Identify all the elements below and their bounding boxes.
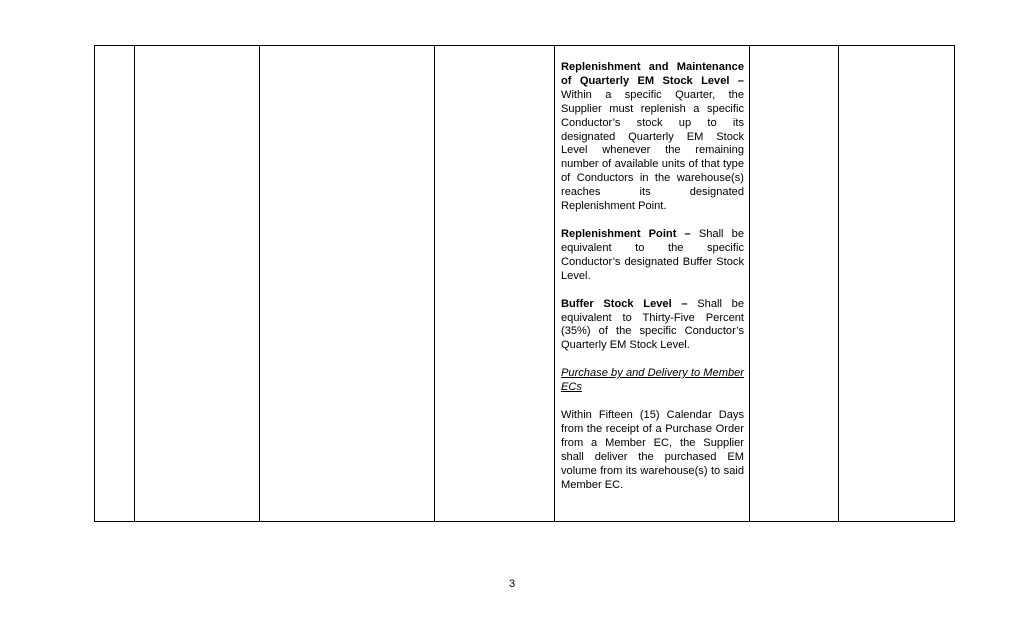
definition-paragraph bbox=[561, 298, 744, 354]
table-cell-empty bbox=[750, 46, 839, 522]
definition-term: Replenishment Point bbox=[561, 227, 677, 240]
table-row bbox=[95, 46, 955, 522]
definition-separator: – bbox=[676, 227, 699, 240]
definition-paragraph bbox=[561, 228, 744, 284]
table-cell-empty bbox=[135, 46, 260, 522]
definition-paragraph bbox=[561, 61, 744, 214]
table-cell-empty bbox=[839, 46, 955, 522]
definition-term: Buffer Stock Level bbox=[561, 297, 672, 310]
table-cell-empty bbox=[260, 46, 435, 522]
table-cell-empty bbox=[435, 46, 555, 522]
specification-table bbox=[94, 45, 955, 522]
definition-separator: – bbox=[671, 297, 698, 310]
specification-text-cell bbox=[555, 46, 750, 522]
table-cell-empty bbox=[95, 46, 135, 522]
subheading-text: Purchase by and Delivery to Member ECs bbox=[561, 367, 744, 394]
definition-term: Replenishment and Maintenance of Quarterly EM Stock Level bbox=[561, 61, 744, 87]
definition-text: Shall be equivalent to Thirty-Five Percent (35%) of the specific Conductor’s Quarterly EM Stock Level. bbox=[561, 297, 745, 352]
delivery-paragraph: Within Fifteen (15) Calendar Days from the receipt of a Purchase Order from a Member EC, the Supplier shall deliver the purchased EM volume from its warehouse(s) to said Member EC. bbox=[561, 409, 744, 491]
definition-separator: – bbox=[729, 74, 744, 87]
section-subheading bbox=[561, 367, 744, 395]
page-number: 3 bbox=[508, 578, 516, 590]
definition-text: Shall be equivalent to the specific Conductor’s designated Buffer Stock Level. bbox=[561, 227, 744, 282]
definition-text: Within a specific Quarter, the Supplier must replenish a specific Conductor’s stock up to its designated Quarterly EM Stock Level whenever the remaining number of available units of that type of Conductors in the warehouse(s) reaches its designated Replenishment Point. bbox=[561, 88, 744, 213]
